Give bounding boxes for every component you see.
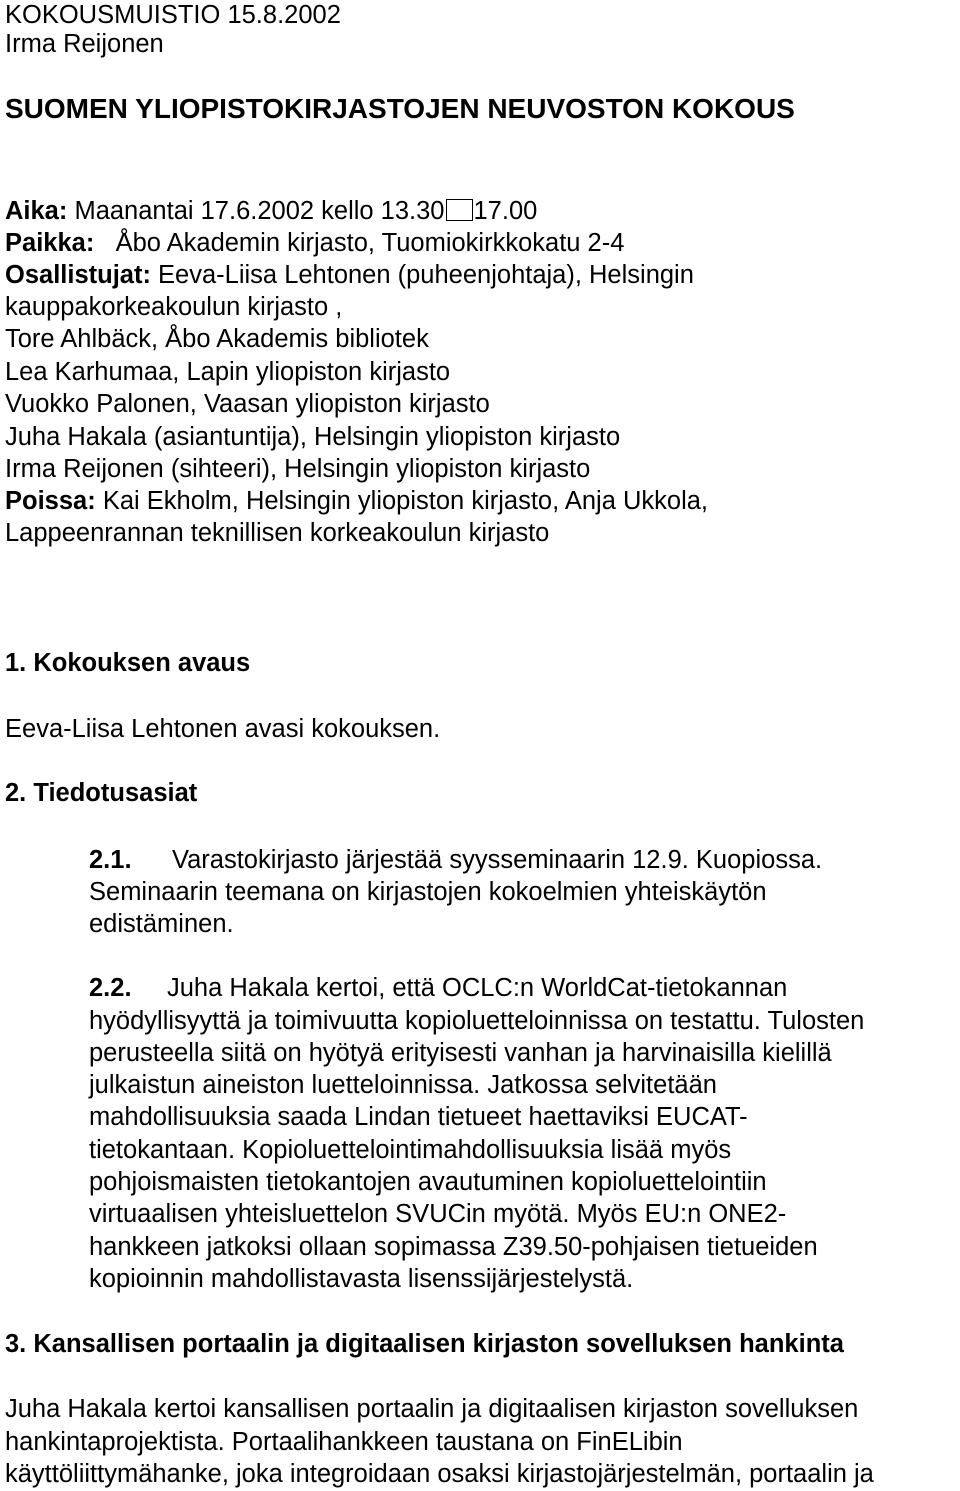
section-3-line: Juha Hakala kertoi kansallisen portaalin ja digitaalisen kirjaston sovelluksen <box>5 1395 859 1423</box>
aika-value-a: Maanantai 17.6.2002 kello 13.30 <box>74 197 445 225</box>
osallistujat-label: Osallistujat: <box>5 261 151 289</box>
poissa-value: Kai Ekholm, Helsingin yliopiston kirjasto, Anja Ukkola, <box>102 487 709 515</box>
participant-line: kauppakorkeakoulun kirjasto , <box>5 293 343 321</box>
section-3-heading: 3. Kansallisen portaalin ja digitaalisen kirjaston sovelluksen hankinta <box>5 1330 844 1358</box>
section-1-heading: 1. Kokouksen avaus <box>5 649 251 677</box>
missing-glyph-box-icon <box>446 199 473 221</box>
section-3-line: hankintaprojektista. Portaalihankkeen taustana on FinELibin <box>5 1428 683 1456</box>
item-2-2-line: mahdollisuuksia saada Lindan tietueet haettaviksi EUCAT- <box>89 1103 748 1131</box>
item-2-2-line: pohjoismaisten tietokantojen avautuminen kopioluettelointiin <box>89 1168 767 1196</box>
meta-osallistujat <box>5 260 694 290</box>
meta-paikka <box>5 228 624 258</box>
item-2-2-line: virtuaalisen yhteisluettelon SVUCin myötä. Myös EU:n ONE2- <box>89 1200 787 1228</box>
poissa-label: Poissa: <box>5 487 96 515</box>
header-line-1: KOKOUSMUISTIO 15.8.2002 <box>5 1 341 29</box>
item-2-2-line: tietokantaan. Kopioluettelointimahdollisuuksia lisää myös <box>89 1136 732 1164</box>
item-2-1-number: 2.1. <box>89 846 132 874</box>
header-line-2: Irma Reijonen <box>5 30 164 58</box>
poissa-continued: Lappeenrannan teknillisen korkeakoulun kirjasto <box>5 519 550 547</box>
osallistujat-value: Eeva-Liisa Lehtonen (puheenjohtaja), Helsingin <box>158 261 694 289</box>
item-2-2-line: perusteella siitä on hyötyä erityisesti vanhan ja harvinaisilla kielillä <box>89 1039 832 1067</box>
item-2-2-line: hankkeen jatkoksi ollaan sopimassa Z39.50-pohjaisen tietueiden <box>89 1233 818 1261</box>
participant-line: Tore Ahlbäck, Åbo Akademis bibliotek <box>5 325 429 353</box>
meta-aika <box>5 196 537 226</box>
item-2-2-line: julkaistun aineiston luetteloinnissa. Jatkossa selvitetään <box>89 1071 717 1099</box>
participant-line: Irma Reijonen (sihteeri), Helsingin yliopiston kirjasto <box>5 455 591 483</box>
participant-line: Juha Hakala (asiantuntija), Helsingin yliopiston kirjasto <box>5 423 621 451</box>
paikka-value: Åbo Akademin kirjasto, Tuomiokirkkokatu 2-4 <box>115 229 625 257</box>
participant-line: Lea Karhumaa, Lapin yliopiston kirjasto <box>5 358 451 386</box>
aika-label: Aika: <box>5 197 68 225</box>
item-2-2-line: hyödyllisyyttä ja toimivuutta kopioluetteloinnissa on testattu. Tulosten <box>89 1007 865 1035</box>
paikka-label: Paikka: <box>5 229 95 257</box>
item-2-2-line: kopioinnin mahdollistavasta lisenssijärjestelystä. <box>89 1265 634 1293</box>
section-1-text: Eeva-Liisa Lehtonen avasi kokouksen. <box>5 715 441 743</box>
participant-line: Vuokko Palonen, Vaasan yliopiston kirjasto <box>5 390 490 418</box>
item-2-2-line: Juha Hakala kertoi, että OCLC:n WorldCat-tietokannan <box>167 974 788 1002</box>
page-title: SUOMEN YLIOPISTOKIRJASTOJEN NEUVOSTON KOKOUS <box>5 93 795 124</box>
aika-value-b: 17.00 <box>473 197 538 225</box>
item-2-1-line: Varastokirjasto järjestää syysseminaarin 12.9. Kuopiossa. <box>172 846 823 874</box>
meta-poissa <box>5 486 708 516</box>
item-2-1-line: edistäminen. <box>89 910 234 938</box>
section-3-line: käyttöliittymähanke, joka integroidaan osaksi kirjastojärjestelmän, portaalin ja <box>5 1460 874 1488</box>
item-2-2-number: 2.2. <box>89 974 132 1002</box>
item-2-1-line: Seminaarin teemana on kirjastojen kokoelmien yhteiskäytön <box>89 878 767 906</box>
section-2-heading: 2. Tiedotusasiat <box>5 779 198 807</box>
